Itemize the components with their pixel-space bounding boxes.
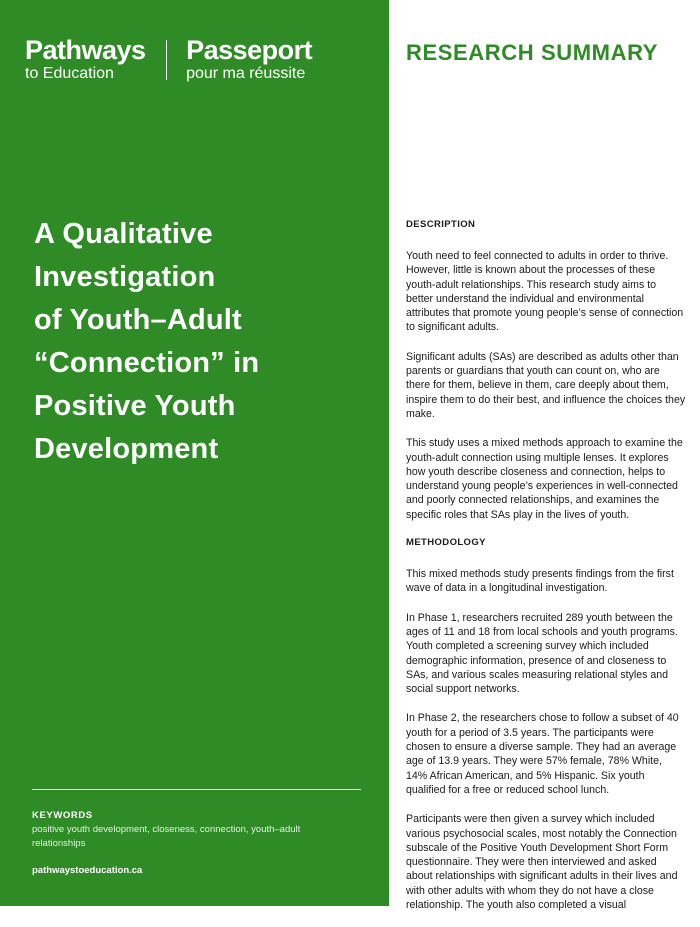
keywords-heading: KEYWORDS (32, 810, 93, 821)
methodology-paragraph: In Phase 2, the researchers chose to follow a subset of 40 youth for a period of 3.5 years. The participants were chosen to ensure a diverse sample. They had an average age of 13.9 years. They were 57% female, 78% White, 14% African American, and 5% Hispanic. Six youth qualified for a free or reduced school lunch. (406, 712, 679, 796)
document-title (34, 213, 354, 471)
logo-english-sub: to Education (25, 65, 114, 82)
logo-english-name: Pathways (25, 35, 146, 65)
title-line: Positive Youth (34, 390, 236, 422)
logo-french-name: Passeport (186, 35, 313, 65)
keywords-text: positive youth development, closeness, connection, youth–adult relationships (32, 824, 301, 849)
methodology-paragraph: This mixed methods study presents findings from the first wave of data in a longitudinal investigation. (406, 568, 674, 595)
description-heading: DESCRIPTION (406, 219, 476, 230)
methodology-heading: METHODOLOGY (406, 537, 486, 549)
description-paragraph: Significant adults (SAs) are described as adults other than parents or guardians that youth can count on, who are there for them, believe in them, care deeply about them, inspire them to do their best, and influence the choices they make. (406, 350, 686, 420)
title-line: of Youth–Adult (34, 304, 242, 336)
title-line: Development (34, 433, 219, 465)
description-paragraph: Youth need to feel connected to adults in order to thrive. However, little is known about the processes of these youth-adult relationships. This research study aims to better understand the individual and environmental attributes that promote young people’s sense of connection to significant adults. (406, 250, 684, 334)
description-paragraph: This study uses a mixed methods approach to examine the youth-adult connection using multiple lenses. It explores how youth describe closeness and connection, helps to understand young people’s experiences in well-connected and poorly connected relationships, and examines the specific roles that SAs play in the lives of youth. (406, 437, 683, 521)
logo-divider (166, 40, 168, 80)
methodology-paragraph: In Phase 1, researchers recruited 289 youth between the ages of 11 and 18 from local schools and youth programs. Youth completed a screening survey which included demographic information, presence of and closeness to SAs, and various scales measuring relational styles and social support networks. (406, 611, 678, 696)
title-line: “Connection” in (34, 347, 260, 379)
summary-body (406, 219, 686, 927)
logo-french-sub: pour ma réussite (186, 65, 306, 82)
logo (25, 36, 312, 83)
logo-english (25, 36, 146, 83)
title-line: A Qualitative (34, 218, 213, 250)
title-line: Investigation (34, 261, 216, 293)
logo-french (186, 36, 312, 83)
methodology-paragraph: Participants were then given a survey which included various psychosocial scales, most notably the Connection subscale of the Positive Youth Development Short Form questionnaire. They were then interviewed and asked about relationships with significant adults in their lives and with other adults with whom they do not have a close relationship. The youth also completed a visual (406, 813, 678, 911)
keywords-divider (32, 789, 361, 790)
website-link[interactable]: pathwaystoeducation.ca (32, 865, 143, 876)
document-type-heading: RESEARCH SUMMARY (406, 40, 659, 65)
